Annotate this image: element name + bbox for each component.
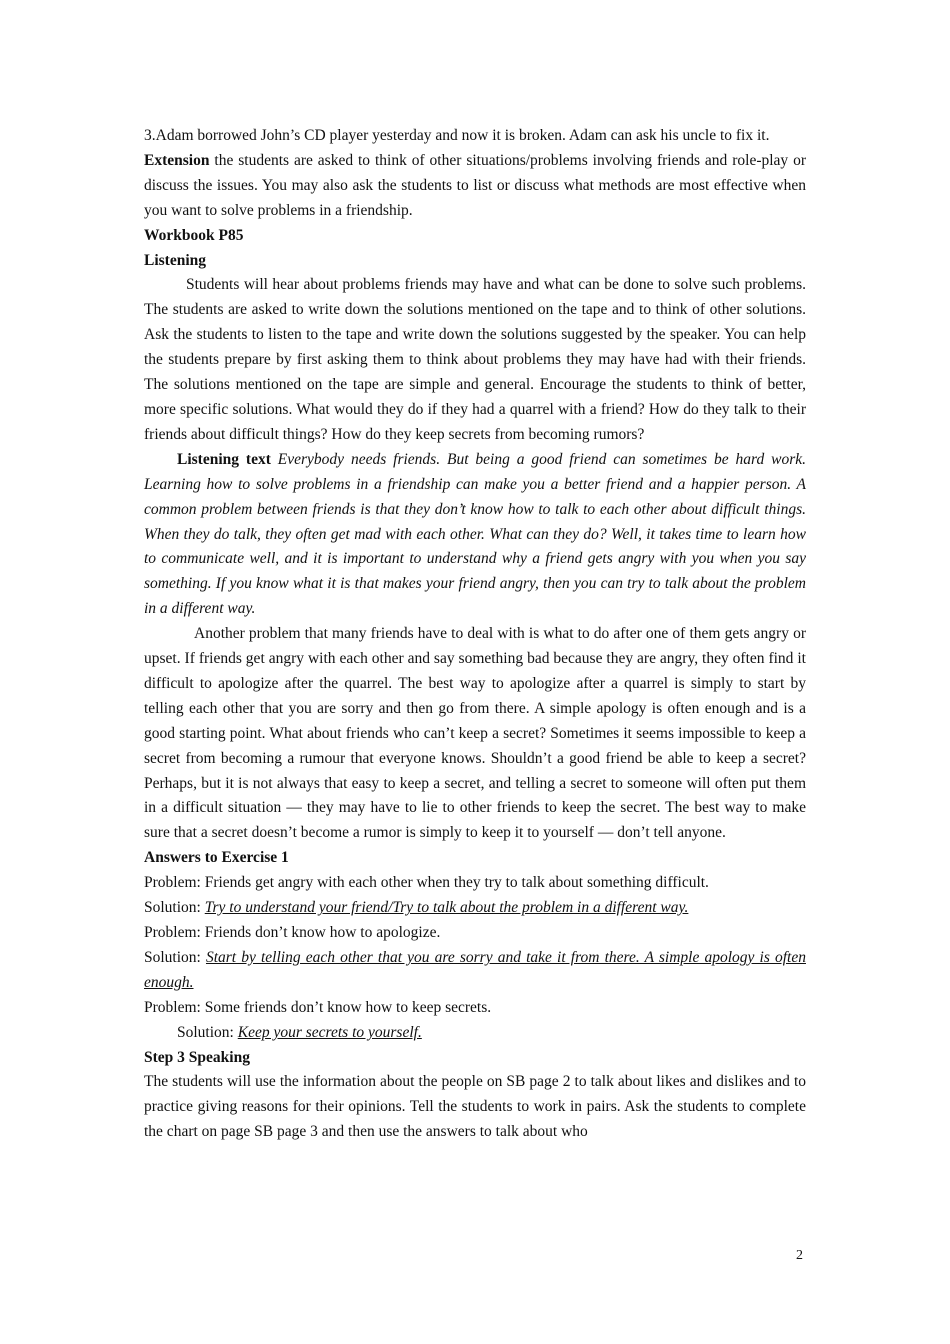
answers-heading: Answers to Exercise 1 (144, 849, 289, 867)
another-problem-paragraph: Another problem that many friends have to deal with is what to do after one of them gets angry or upset. If friends get angry with each other and say something bad because they are angry, they often find it difficult to apologize after the quarrel. The best way to apologize after a quarrel is simply to start by telling each other that you are sorry and then go from there. A simple apology is often enough and is a good starting point. What about friends who can’t keep a secret? Sometimes it seems impossible to keep a secret from becoming a rumour that everyone knows. Shouldn’t a good friend be able to keep a secret? Perhaps, but it is not always that easy to keep a secret, and telling a secret to someone will often put them in a difficult situation — they may have to lie to other friends to keep the secret. The best way to make sure that a secret doesn’t become a rumor is simply to keep it to yourself — don’t tell anyone. (144, 625, 806, 842)
problem-text: Some friends don’t know how to keep secrets. (204, 998, 492, 1016)
answer-3-solution (144, 1021, 806, 1046)
workbook-heading: Workbook P85 (144, 226, 244, 244)
problem-text: Friends don’t know how to apologize. (204, 924, 441, 941)
answer-3-problem (144, 996, 806, 1021)
solution-label: Solution: (177, 1023, 238, 1041)
extension-label: Extension (144, 151, 210, 169)
step-3-heading: Step 3 Speaking (144, 1048, 250, 1066)
problem-text: Friends get angry with each other when they try to talk about something difficult. (204, 874, 709, 892)
listening-intro-paragraph: Students will hear about problems friends may have and what can be done to solve such problems. The students are asked to write down the solutions mentioned on the tape and to think of other solutions. Ask the students to listen to the tape and write down the solutions suggested by the speaker. You can help the students prepare by first asking them to think about problems they may have had with their friends. The solutions mentioned on the tape are simple and general. Encourage the students to think of better, more specific solutions. What would they do if they had a quarrel with a friend? How do they talk to their friends about difficult things? How do they keep secrets from becoming rumors? (144, 276, 806, 443)
solution-text: Start by telling each other that you are sorry and take it from there. A simple apology is often enough. (144, 948, 806, 991)
listening-text-paragraph (144, 448, 806, 622)
solution-label: Solution: (144, 899, 205, 917)
extension-text: the students are asked to think of other situations/problems involving friends and role-play or discuss the issues. You may also ask the students to list or discuss what methods are most effective when you want to solve problems in a friendship. (144, 151, 806, 219)
item-3-paragraph: 3.Adam borrowed John’s CD player yesterday and now it is broken. Adam can ask his uncle to fix it. (144, 127, 770, 144)
solution-label: Solution: (144, 948, 206, 966)
solution-text: Try to understand your friend/Try to talk about the problem in a different way. (204, 899, 689, 917)
problem-label: Problem: (144, 874, 205, 892)
listening-text-label: Listening text (177, 450, 271, 468)
answer-2-problem (144, 921, 806, 946)
problem-label: Problem: (144, 998, 205, 1016)
document-body (144, 124, 806, 1145)
step-3-paragraph: The students will use the information about the people on SB page 2 to talk about likes and dislikes and to practice giving reasons for their opinions. Tell the students to work in pairs. Ask the students to complete the chart on page SB page 3 and then use the answers to talk about who (144, 1073, 806, 1141)
answer-1-problem (144, 871, 806, 896)
page-number: 2 (796, 1248, 803, 1263)
listening-text-body: Everybody needs friends. But being a good friend can sometimes be hard work. Learning how to solve problems in a friendship can make you a better friend and a happier person. A common problem between friends is that they don’t know how to talk to each other about difficult things. When they do talk, they often get mad with each other. What can they do? Well, it takes time to learn how to communicate well, and it is important to understand why a friend gets angry with you when you say something. If you know what it is that makes your friend angry, then you can try to talk about the problem in a different way. (144, 450, 807, 618)
answer-1-solution (144, 896, 806, 921)
solution-text: Keep your secrets to yourself. (237, 1023, 422, 1041)
listening-heading: Listening (144, 251, 207, 269)
problem-label: Problem: (144, 924, 205, 941)
answer-2-solution (144, 946, 806, 996)
extension-paragraph (144, 149, 806, 224)
